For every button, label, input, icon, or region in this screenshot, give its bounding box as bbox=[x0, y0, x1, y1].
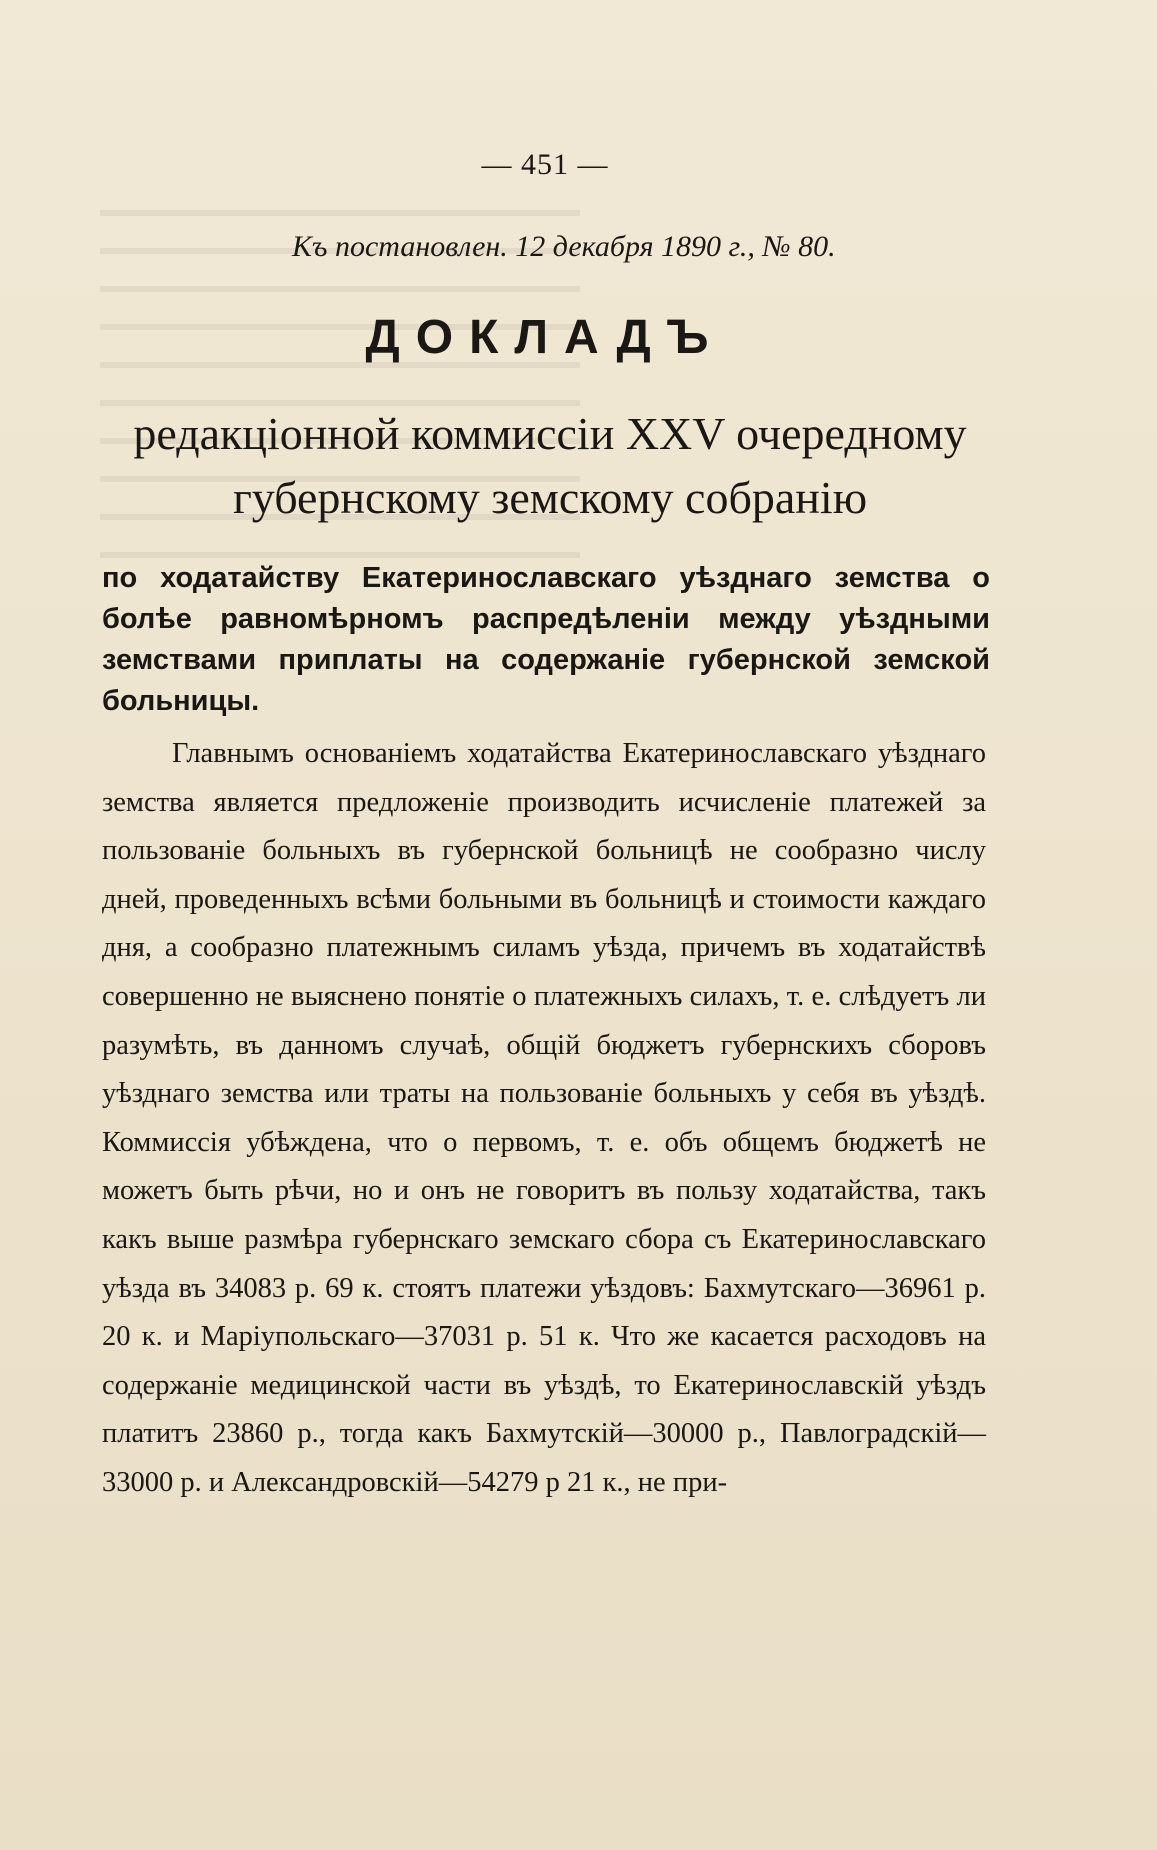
subtitle-line-2: губернскому земскому собранію bbox=[232, 472, 868, 523]
resolution-reference: Къ постановлен. 12 декабря 1890 г., № 80. bbox=[292, 230, 836, 263]
report-topic: по ходатайству Екатеринославскаго уѣзднаго земства о болѣе равномѣрномъ распредѣленіи между уѣздными земствами приплаты на содержаніе губернской земской больницы. bbox=[102, 562, 990, 717]
show-through-texture bbox=[100, 210, 580, 590]
body-paragraph: Главнымъ основаніемъ ходатайства Екатеринославскаго уѣзднаго земства является предложеніе производить исчисленіе платежей за пользованіе больныхъ въ губернской больницѣ не сообразно числу дней, проведенныхъ всѣми больными въ больницѣ и стоимости каждаго дня, а сообразно платежнымъ силамъ уѣзда, причемъ въ ходатайствѣ совершенно не выяснено понятіе о платежныхъ силахъ, т. е. слѣдуетъ ли разумѣть, въ данномъ случаѣ, общій бюджетъ губернскихъ сборовъ уѣзднаго земства или траты на пользованіе больныхъ у себя въ уѣздѣ. Коммиссія убѣждена, что о первомъ, т. е. объ общемъ бюджетѣ не можетъ быть рѣчи, но и онъ не говоритъ въ пользу ходатайства, такъ какъ выше размѣра губернскаго земскаго сбора съ Екатеринославскаго уѣзда въ 34083 р. 69 к. стоятъ платежи уѣздовъ: Бахмутскаго—36961 р. 20 к. и Маріупольскаго—37031 р. 51 к. Что же касается расходовъ на содержаніе медицинской части въ уѣздѣ, то Екатеринославскій уѣздъ платитъ 23860 р., тогда какъ Бахмутскій—30000 р., Павлоградскій—33000 р. и Александровскій—54279 р 21 к., не при- bbox=[102, 738, 986, 1498]
body-text bbox=[102, 730, 986, 1508]
subtitle-line-1: редакціонной коммиссіи XXV очередному bbox=[133, 408, 967, 459]
document-heading: ДОКЛАДЪ bbox=[365, 311, 725, 364]
document-subtitle bbox=[100, 402, 1000, 530]
page-number: — 451 — bbox=[481, 148, 609, 181]
